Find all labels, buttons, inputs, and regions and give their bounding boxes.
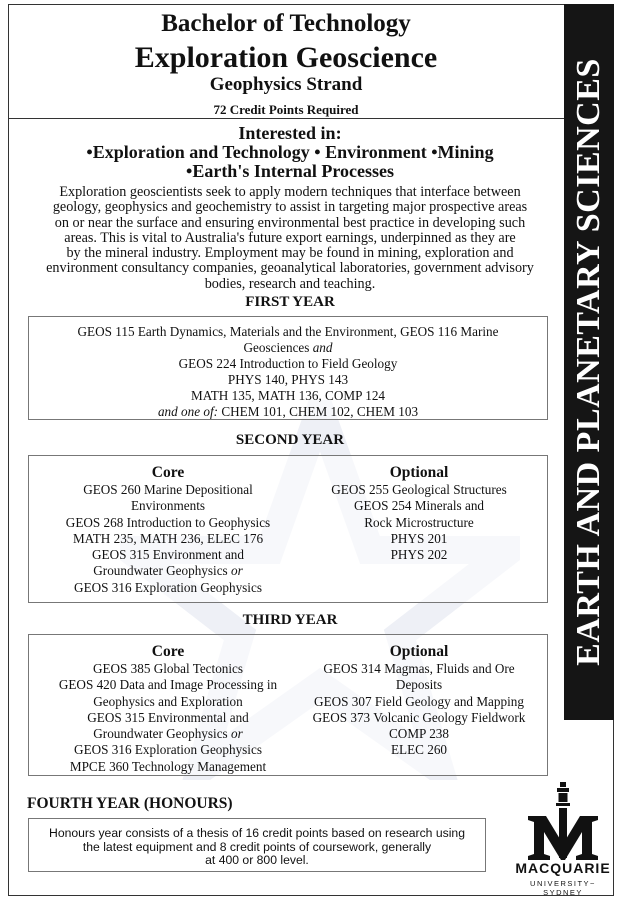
intro-line: by the mineral industry. Employment may be found in mining, exploration and bbox=[66, 245, 514, 262]
core-heading: Core bbox=[151, 643, 185, 660]
intro-line: bodies, research and teaching. bbox=[204, 275, 376, 292]
course-line: GEOS 314 Magmas, Fluids and Ore bbox=[323, 661, 515, 676]
course-line: Geophysics and Exploration bbox=[93, 693, 243, 709]
interests-heading: Interested in: bbox=[238, 123, 342, 143]
course-line: PHYS 201 bbox=[390, 530, 448, 546]
course-line: MATH 235, MATH 236, ELEC 176 bbox=[72, 530, 264, 546]
university-location: UNIVERSITY~ SYDNEY bbox=[530, 879, 596, 897]
intro-paragraph bbox=[28, 185, 552, 292]
course-line: GEOS 307 Field Geology and Mapping bbox=[314, 693, 524, 709]
course-line: GEOS 385 Global Tectonics bbox=[92, 661, 244, 676]
course-line: Groundwater Geophysics or bbox=[93, 726, 243, 742]
course-line: GEOS 315 Environmental and bbox=[87, 709, 249, 725]
honours-line: at 400 or 800 level. bbox=[205, 853, 309, 867]
course-line: and one of: CHEM 101, CHEM 102, CHEM 103 bbox=[157, 404, 419, 419]
course-line: MPCE 360 Technology Management bbox=[69, 758, 267, 774]
university-name: MACQUARIE bbox=[515, 860, 611, 876]
course-line: Deposits bbox=[395, 677, 443, 693]
core-column bbox=[39, 643, 297, 775]
department-name: EARTH AND PLANETARY SCIENCES bbox=[570, 58, 607, 666]
optional-heading: Optional bbox=[389, 464, 449, 481]
second-year-heading: SECOND YEAR bbox=[235, 432, 345, 448]
course-line: GEOS 316 Exploration Geophysics bbox=[74, 579, 262, 595]
course-line: GEOS 316 Exploration Geophysics bbox=[74, 742, 262, 758]
course-line: Groundwater Geophysics or bbox=[93, 563, 243, 579]
course-line: Environments bbox=[131, 498, 205, 514]
intro-line: geology, geophysics and geochemistry to assist in targeting major prospective areas bbox=[52, 199, 528, 216]
header bbox=[8, 4, 564, 119]
course-line: Geosciences and bbox=[243, 340, 333, 355]
degree-title: Bachelor of Technology bbox=[161, 10, 411, 37]
course-line: GEOS 315 Environment and bbox=[91, 547, 244, 563]
third-year-box bbox=[28, 634, 548, 776]
course-line: GEOS 373 Volcanic Geology Fieldwork bbox=[312, 709, 526, 725]
course-line: GEOS 268 Introduction to Geophysics bbox=[65, 514, 271, 530]
course-line: COMP 238 bbox=[389, 726, 449, 742]
interests-line: •Exploration and Technology • Environment •Mining bbox=[86, 142, 494, 162]
core-heading: Core bbox=[151, 464, 185, 481]
interests-line: •Earth's Internal Processes bbox=[186, 161, 394, 181]
course-line: PHYS 140, PHYS 143 bbox=[227, 372, 349, 387]
core-column bbox=[39, 464, 297, 596]
course-line: GEOS 255 Geological Structures bbox=[331, 482, 507, 497]
honours-line: Honours year consists of a thesis of 16 credit points based on research using bbox=[49, 826, 465, 840]
optional-column bbox=[301, 643, 537, 759]
course-line: GEOS 254 Minerals and bbox=[353, 498, 485, 514]
course-line: GEOS 260 Marine Depositional bbox=[83, 482, 253, 497]
program-title: Exploration Geoscience bbox=[134, 41, 438, 74]
first-year-heading: FIRST YEAR bbox=[245, 294, 335, 310]
course-line: Rock Microstructure bbox=[364, 514, 474, 530]
honours-box bbox=[28, 818, 486, 872]
optional-heading: Optional bbox=[389, 643, 449, 660]
fourth-year-heading: FOURTH YEAR (HONOURS) bbox=[27, 795, 233, 812]
course-line: ELEC 260 bbox=[390, 742, 448, 758]
first-year-box bbox=[28, 316, 548, 420]
intro-line: areas. This is vital to Australia's future export earnings, underpinned as they are bbox=[64, 229, 516, 246]
honours-line: the latest equipment and 8 credit points of coursework, generally bbox=[82, 839, 432, 854]
course-line: GEOS 420 Data and Image Processing in bbox=[58, 677, 278, 693]
course-line: GEOS 224 Introduction to Field Geology bbox=[178, 356, 398, 371]
course-line: PHYS 202 bbox=[390, 547, 448, 563]
optional-column bbox=[301, 464, 537, 563]
intro-line: on or near the surface and ensuring environmental best practice in developing such bbox=[54, 214, 526, 231]
credit-requirement: 72 Credit Points Required bbox=[213, 102, 359, 117]
intro-line: Exploration geoscientists seek to apply modern techniques that interface between bbox=[59, 184, 521, 200]
macquarie-lighthouse-logo-icon bbox=[520, 782, 606, 894]
intro-line: environment consultancy companies, geoanalytical laboratories, government advisory bbox=[46, 260, 534, 277]
third-year-heading: THIRD YEAR bbox=[242, 612, 338, 628]
course-line: GEOS 115 Earth Dynamics, Materials and the Environment, GEOS 116 Marine bbox=[77, 324, 499, 339]
strand-title: Geophysics Strand bbox=[209, 74, 363, 95]
course-line: MATH 135, MATH 136, COMP 124 bbox=[190, 388, 386, 403]
second-year-box bbox=[28, 455, 548, 603]
